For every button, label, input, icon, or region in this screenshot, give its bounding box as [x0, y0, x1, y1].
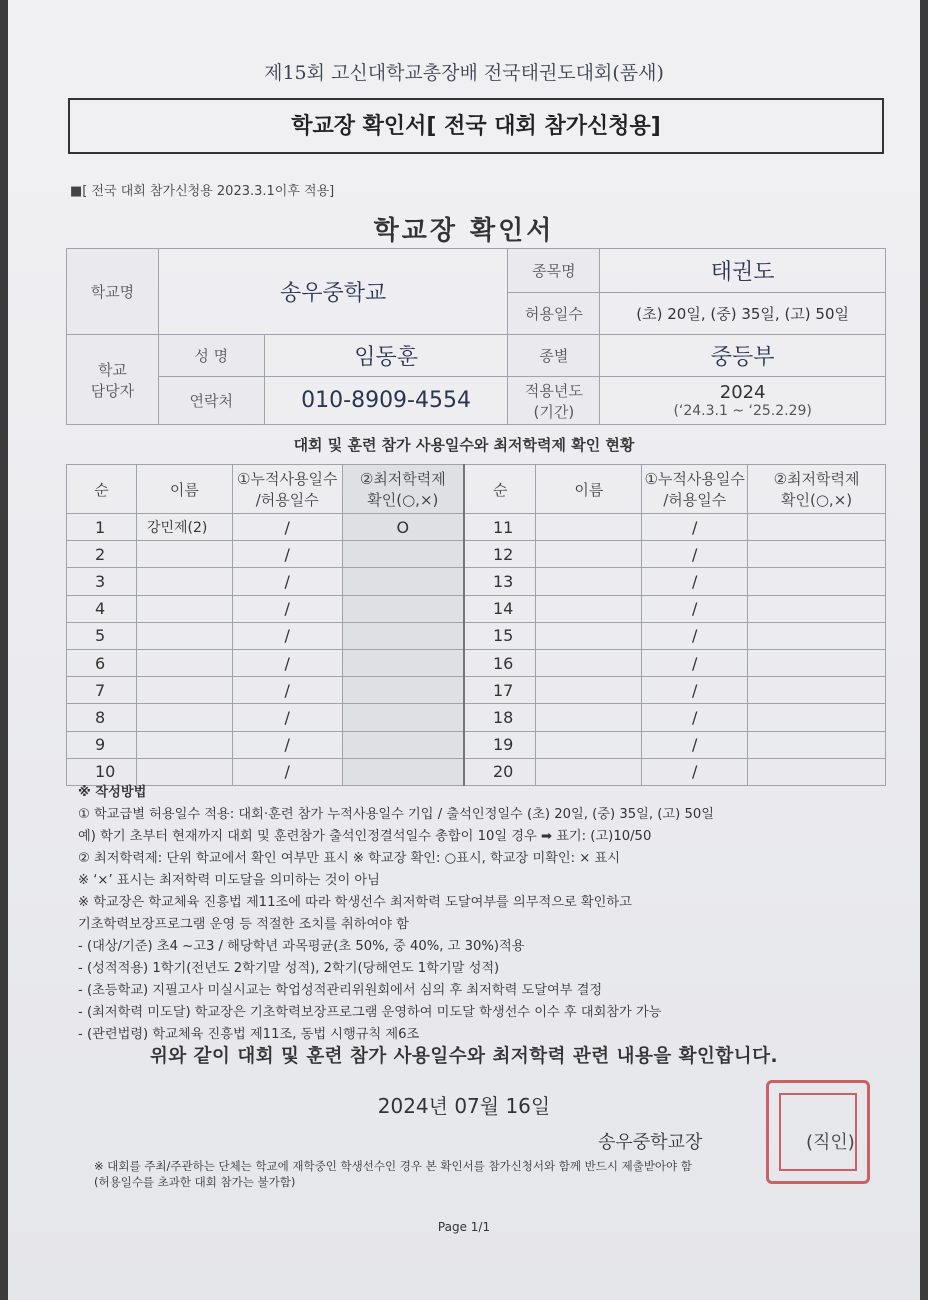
instruction-line: ※ 작성방법: [78, 785, 147, 800]
student-name: [136, 541, 232, 568]
col-name: 이름: [136, 465, 232, 514]
days-cell-2: /: [642, 731, 748, 758]
student-name: [136, 677, 232, 704]
row-number-2: 11: [464, 514, 536, 541]
check-cell: [342, 677, 464, 704]
student-name-2: [536, 649, 642, 676]
days-cell-2: /: [642, 649, 748, 676]
student-name: [136, 595, 232, 622]
school-label: 학교명: [67, 249, 159, 335]
days-cell: /: [232, 541, 342, 568]
instruction-line: ※ 학교장은 학교체육 진흥법 제11조에 따라 학생선수 최저학력 도달여부를 의무적으로 확인하고: [78, 895, 632, 910]
competition-title: 제15회 고신대학교총장배 전국태권도대회(품새): [264, 62, 664, 84]
col-days: [232, 465, 342, 514]
instruction-line: - (초등학교) 지필고사 미실시교는 학업성적관리위원회에서 심의 후 최저학력 도달여부 결정: [78, 983, 603, 998]
allowed-days-label: 허용일수: [508, 293, 600, 335]
row-number: 2: [67, 541, 137, 568]
row-number-2: 20: [464, 758, 536, 785]
row-number-2: 14: [464, 595, 536, 622]
days-cell: /: [232, 677, 342, 704]
student-name: [136, 704, 232, 731]
row-number-2: 16: [464, 649, 536, 676]
col-days-2-line2: /허용일수: [663, 491, 727, 509]
check-cell-2: [748, 514, 886, 541]
days-cell-2: /: [642, 704, 748, 731]
check-cell: [342, 731, 464, 758]
principal-name: 송우중학교장: [598, 1132, 703, 1153]
student-name-2: [536, 677, 642, 704]
col-check-2-line1: ②최저학력제: [773, 470, 860, 488]
student-name: [136, 649, 232, 676]
row-number: 5: [67, 622, 137, 649]
student-name: [136, 568, 232, 595]
division-value: 중등부: [600, 335, 886, 377]
division-label: 종별: [508, 335, 600, 377]
instruction-line: 기초학력보장프로그램 운영 등 적절한 조치를 취하여야 함: [78, 917, 409, 932]
footnote-line2: (허용일수를 초과한 대회 참가는 불가함): [94, 1175, 296, 1189]
row-number: 7: [67, 677, 137, 704]
days-cell: /: [232, 514, 342, 541]
col-check-2-line2: 확인(○,×): [781, 491, 853, 509]
title-box: [68, 98, 884, 154]
days-cell-2: /: [642, 677, 748, 704]
row-number: 4: [67, 595, 137, 622]
days-cell-2: /: [642, 514, 748, 541]
footnote: [94, 1158, 884, 1190]
table-row: [67, 677, 886, 704]
applicability-note: ■[ 전국 대회 참가신청용 2023.3.1이후 적용]: [70, 184, 335, 199]
row-number-2: 15: [464, 622, 536, 649]
student-name-2: [536, 595, 642, 622]
days-cell-2: /: [642, 541, 748, 568]
days-cell: /: [232, 704, 342, 731]
student-name-2: [536, 622, 642, 649]
contact-value: 010-8909-4554: [264, 377, 508, 425]
days-cell-2: /: [642, 595, 748, 622]
issue-date: 2024년 07월 16일: [377, 1094, 551, 1118]
col-no-2: 순: [464, 465, 536, 514]
row-number-2: 19: [464, 731, 536, 758]
col-days-2: [642, 465, 748, 514]
check-cell: [342, 568, 464, 595]
student-name-2: [536, 514, 642, 541]
table-title: 대회 및 훈련 참가 사용일수와 최저학력제 확인 현황: [293, 436, 635, 454]
confirmation-text: 위와 같이 대회 및 훈련 참가 사용일수와 최저학력 관련 내용을 확인합니다.: [149, 1046, 779, 1067]
days-cell-2: /: [642, 568, 748, 595]
row-number: 10: [67, 758, 137, 785]
year-label: [508, 377, 600, 425]
name-label: 성 명: [158, 335, 264, 377]
row-number-2: 17: [464, 677, 536, 704]
period-value: (‘24.3.1 ~ ‘25.2.29): [673, 403, 812, 419]
col-check-2: [748, 465, 886, 514]
document-page: [8, 0, 920, 1300]
check-cell: [342, 541, 464, 568]
student-name: [136, 731, 232, 758]
row-number-2: 12: [464, 541, 536, 568]
check-cell: O: [342, 514, 464, 541]
days-cell-2: /: [642, 758, 748, 785]
footnote-line1: ※ 대회를 주최/주관하는 단체는 학교에 재학중인 학생선수인 경우 본 확인서를 참가신청서와 함께 반드시 제출받아야 함: [94, 1159, 692, 1173]
manager-label: [67, 335, 159, 425]
student-name-2: [536, 704, 642, 731]
year-cell: [600, 377, 886, 425]
check-cell: [342, 622, 464, 649]
check-cell: [342, 649, 464, 676]
contact-label: 연락처: [158, 377, 264, 425]
table-row: [67, 541, 886, 568]
instruction-line: ※ ‘×’ 표시는 최저학력 미도달을 의미하는 것이 아님: [78, 873, 380, 888]
name-value: 임동훈: [264, 335, 508, 377]
check-cell-2: [748, 677, 886, 704]
col-check-line2: 확인(○,×): [367, 491, 439, 509]
seal-label: (직인): [806, 1132, 855, 1153]
student-name: 강민제(2): [136, 514, 232, 541]
col-days-line1: ①누적사용일수: [237, 470, 338, 488]
row-number: 6: [67, 649, 137, 676]
instruction-line: - (관련법령) 학교체육 진흥법 제11조, 동법 시행규칙 제6조: [78, 1027, 420, 1042]
table-row: [67, 514, 886, 541]
check-cell-2: [748, 595, 886, 622]
row-number: 1: [67, 514, 137, 541]
days-cell: /: [232, 731, 342, 758]
days-cell: /: [232, 595, 342, 622]
student-name-2: [536, 731, 642, 758]
instruction-line: ① 학교급별 허용일수 적용: 대회·훈련 참가 누적사용일수 기입 / 출석인정일수 (초) 20일, (중) 35일, (고) 50일: [78, 807, 714, 822]
row-number: 8: [67, 704, 137, 731]
check-cell-2: [748, 649, 886, 676]
col-name-2: 이름: [536, 465, 642, 514]
table-row: [67, 649, 886, 676]
instruction-line: - (최저학력 미도달) 학교장은 기초학력보장프로그램 운영하여 미도달 학생선수 이수 후 대회참가 가능: [78, 1005, 662, 1020]
table-row: [67, 731, 886, 758]
student-name-2: [536, 541, 642, 568]
box-title: 학교장 확인서[ 전국 대회 참가신청용]: [291, 114, 661, 139]
instruction-line: 예) 학기 초부터 현재까지 대회 및 훈련참가 출석인정결석일수 총합이 10일 경우 ➡ 표기: (고)10/50: [78, 829, 652, 844]
year-label-line2: (기간): [533, 402, 575, 421]
table-row: [67, 568, 886, 595]
student-name-2: [536, 568, 642, 595]
document-title: 학교장 확인서: [373, 216, 555, 246]
year-label-line1: 적용년도: [524, 381, 583, 400]
days-cell: /: [232, 622, 342, 649]
check-cell-2: [748, 568, 886, 595]
row-number-2: 13: [464, 568, 536, 595]
check-cell: [342, 704, 464, 731]
instruction-line: ② 최저학력제: 단위 학교에서 확인 여부만 표시 ※ 학교장 확인: ○표시, 학교장 미확인: × 표시: [78, 851, 621, 866]
days-cell: /: [232, 568, 342, 595]
col-check-line1: ②최저학력제: [359, 470, 446, 488]
manager-label-line1: 학교: [97, 360, 127, 379]
col-days-line2: /허용일수: [255, 491, 319, 509]
col-check: [342, 465, 464, 514]
col-days-2-line1: ①누적사용일수: [644, 470, 745, 488]
days-cell-2: /: [642, 622, 748, 649]
col-no: 순: [67, 465, 137, 514]
table-row: [67, 595, 886, 622]
row-number-2: 18: [464, 704, 536, 731]
days-cell: /: [232, 758, 342, 785]
check-cell-2: [748, 731, 886, 758]
allowed-days-value: (초) 20일, (중) 35일, (고) 50일: [600, 293, 886, 335]
instruction-line: - (성적적용) 1학기(전년도 2학기말 성적), 2학기(당해연도 1학기말 성적): [78, 961, 500, 976]
info-table: [66, 248, 886, 425]
year-value: 2024: [719, 382, 766, 403]
instruction-line: - (대상/기준) 초4 ~고3 / 해당학년 과목평균(초 50%, 중 40%, 고 30%)적용: [78, 939, 525, 954]
instructions: [78, 782, 888, 1046]
event-label: 종목명: [508, 249, 600, 293]
row-number: 9: [67, 731, 137, 758]
check-cell-2: [748, 541, 886, 568]
page-number: Page 1/1: [437, 1220, 491, 1234]
event-value: 태권도: [600, 249, 886, 293]
student-name: [136, 622, 232, 649]
manager-label-line2: 담당자: [90, 381, 135, 400]
check-cell-2: [748, 704, 886, 731]
school-value: 송우중학교: [158, 249, 508, 335]
table-row: [67, 622, 886, 649]
table-row: [67, 704, 886, 731]
check-cell: [342, 595, 464, 622]
status-table: [66, 464, 886, 786]
check-cell-2: [748, 622, 886, 649]
days-cell: /: [232, 649, 342, 676]
row-number: 3: [67, 568, 137, 595]
